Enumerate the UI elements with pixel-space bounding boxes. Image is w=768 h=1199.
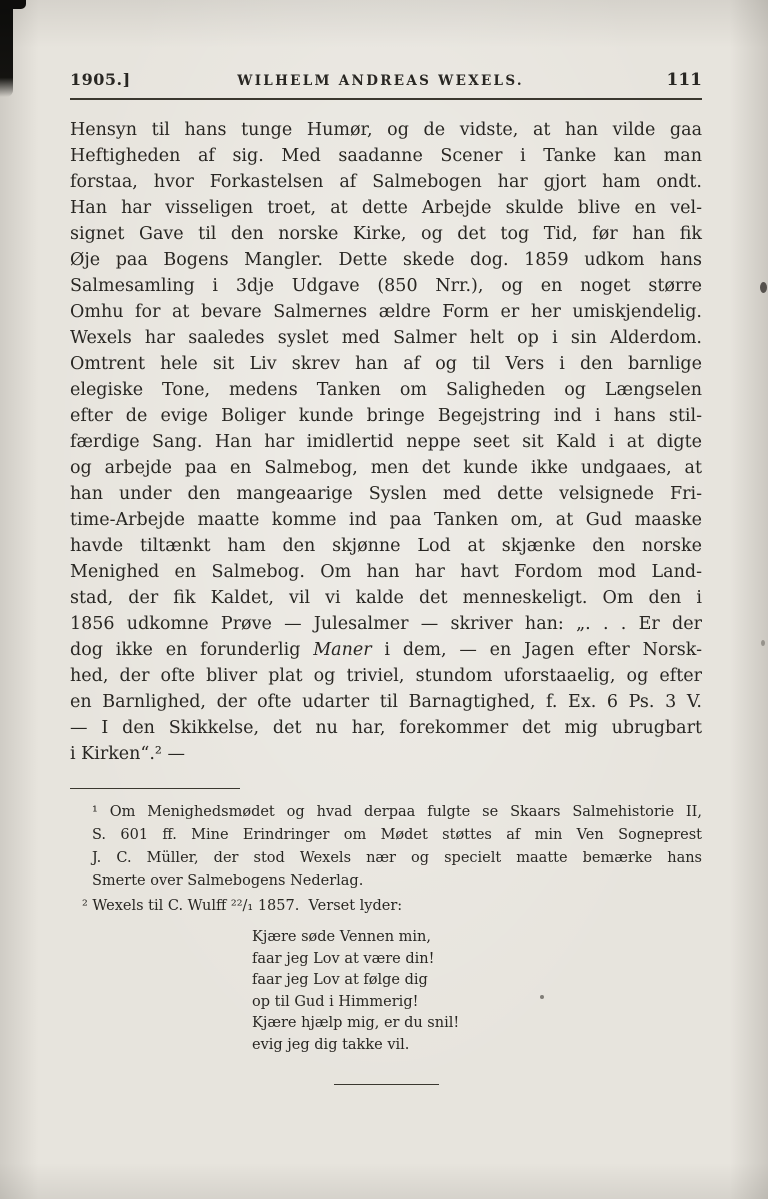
footnote-1 (70, 801, 702, 893)
text-line: J. C. Müller, der stod Wexels nær og specielt maatte bemærke hans (92, 850, 702, 866)
text-line: signet Gave til den norske Kirke, og det tog Tid, før han fik (70, 224, 702, 244)
end-rule (334, 1084, 439, 1085)
text-line: færdige Sang. Han har imidlertid neppe seet sit Kald i at digte (70, 432, 702, 452)
text-line: S. 601 ff. Mine Erindringer om Mødet støttes af min Ven Sogneprest (92, 827, 702, 843)
text-line: op til Gud i Himmerig! (252, 993, 419, 1010)
text-line: Salmesamling i 3dje Udgave (850 Nrr.), og en noget større (70, 276, 702, 296)
text-line: Hensyn til hans tunge Humør, og de vidste, at han vilde gaa (70, 120, 702, 140)
text-line: Menighed en Salmebog. Om han har havt Fordom mod Land- (70, 562, 702, 582)
scan-speck (760, 282, 767, 293)
text-line: Omtrent hele sit Liv skrev han af og til Vers i den barnlige (70, 354, 702, 374)
text-line: havde tiltænkt ham den skjønne Lod at skjænke den norske (70, 536, 702, 556)
footnote-2-text: ² Wexels til C. Wulff ²²/₁ 1857. Verset lyder: (82, 898, 403, 914)
header-rule (70, 98, 702, 100)
text-line: dog ikke en forunderlig Maner i dem, — en Jagen efter Norsk- (70, 640, 702, 660)
scan-speck (761, 640, 765, 646)
text-line: time-Arbejde maatte komme ind paa Tanken om, at Gud maaske (70, 510, 702, 530)
text-line: hed, der ofte bliver plat og triviel, stundom uforstaaelig, og efter (70, 666, 702, 686)
scan-edge-artifact (0, 0, 26, 9)
text-line: Omhu for at bevare Salmernes ældre Form er her umiskjendelig. (70, 302, 702, 322)
text-line: og arbejde paa en Salmebog, men det kunde ikke undgaaes, at (70, 458, 702, 478)
header-page-number: 111 (666, 70, 702, 90)
running-head (70, 70, 702, 90)
footnote-separator-rule (70, 788, 240, 789)
text-line: en Barnlighed, der ofte udarter til Barnagtighed, f. Ex. 6 Ps. 3 V. (70, 692, 702, 712)
text-line: faar jeg Lov at være din! (252, 950, 435, 967)
text-line: han under den mangeaarige Syslen med dette velsignede Fri- (70, 484, 702, 504)
footnote-2 (70, 895, 702, 918)
text-line: 1856 udkomne Prøve — Julesalmer — skriver han: „. . . Er der (70, 614, 702, 634)
text-line: elegiske Tone, medens Tanken om Saligheden og Længselen (70, 380, 702, 400)
body-text (70, 117, 702, 767)
text-line: ¹ Om Menighedsmødet og hvad derpaa fulgte se Skaars Salmehistorie II, (92, 804, 702, 820)
text-line: Kjære hjælp mig, er du snil! (252, 1015, 460, 1031)
text-line: faar jeg Lov at følge dig (252, 972, 428, 988)
text-line: Øje paa Bogens Mangler. Dette skede dog. 1859 udkom hans (70, 250, 702, 270)
text-line: evig jeg dig takke vil. (252, 1036, 410, 1053)
header-year: 1905.] (70, 70, 131, 89)
page-content (70, 70, 702, 1085)
text-line: efter de evige Boliger kunde bringe Begejstring ind i hans stil- (70, 406, 702, 426)
text-line: Han har visseligen troet, at dette Arbejde skulde blive en vel- (70, 198, 702, 218)
footnotes (70, 801, 702, 1056)
text-line: Heftigheden af sig. Med saadanne Scener i Tanke kan man (70, 146, 702, 166)
text-line: — I den Skikkelse, det nu har, forekommer det mig ubrugbart (70, 718, 702, 738)
text-line: Kjære søde Vennen min, (252, 929, 431, 945)
verse-block (252, 927, 702, 1056)
text-line: stad, der fik Kaldet, vil vi kalde det menneskeligt. Om den i (70, 588, 702, 608)
text-line: forstaa, hvor Forkastelsen af Salmebogen har gjort ham ondt. (70, 172, 702, 192)
scan-edge-artifact (0, 0, 13, 97)
text-line: Wexels har saaledes syslet med Salmer helt op i sin Alderdom. (70, 328, 702, 348)
header-title: WILHELM ANDREAS WEXELS. (237, 73, 524, 89)
text-line: i Kirken“.² — (70, 744, 186, 764)
text-line: Smerte over Salmebogens Nederlag. (92, 873, 364, 889)
